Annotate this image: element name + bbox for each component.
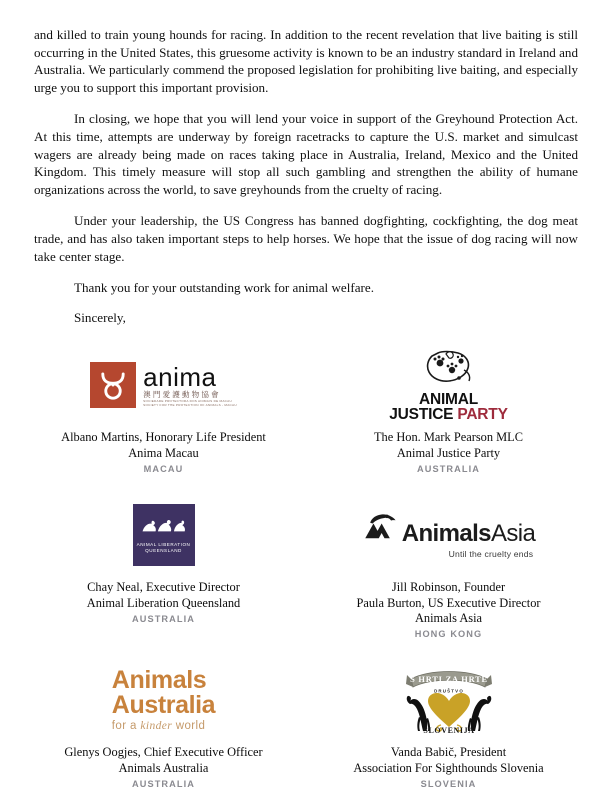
row-spacer (319, 645, 578, 661)
letter-body (34, 26, 578, 326)
anima-macau-logo (90, 362, 237, 408)
signatory-name: Jill Robinson, Founder (391, 580, 506, 595)
row-spacer (34, 480, 293, 496)
anima-bull-icon (90, 362, 136, 408)
ajp-line-justice-party (389, 407, 507, 422)
animals-asia-bear-icon (362, 511, 398, 546)
animals-australia-tagline (112, 720, 205, 732)
ajp-word-party: PARTY (457, 406, 508, 424)
sighthounds-slovenia-logo (401, 663, 497, 737)
signatory-country: AUSTRALIA (132, 613, 195, 624)
animal-liberation-queensland-logo (133, 504, 195, 566)
animals-asia-logo (362, 511, 535, 559)
signatory-org: Animal Justice Party (396, 445, 501, 460)
tagline-emphasis: kinder (140, 720, 173, 733)
signatory-org: Association For Sighthounds Slovenia (353, 760, 544, 775)
animals-australia-line-2: Australia (111, 691, 216, 720)
paragraph-thanks: Thank you for your outstanding work for animal welfare. (74, 280, 374, 296)
animals-asia-wordmark-row (362, 511, 535, 546)
tagline-post: world (172, 720, 206, 733)
signatory-country: MACAU (143, 464, 184, 475)
signature-grid (34, 346, 578, 795)
signatory-org: Animal Liberation Queensland (86, 595, 241, 610)
signatory-name: Glenys Oogjes, Chief Executive Officer (64, 745, 263, 760)
animals-asia-word-animals: Animals (401, 520, 491, 548)
signatory-country: HONG KONG (414, 629, 483, 640)
slovenia-banner-text: S HRTI ZA HRTE (409, 675, 488, 685)
signatory-org: Animals Australia (118, 760, 209, 775)
alq-animal-silhouettes-icon (141, 518, 187, 539)
ajp-word-justice: JUSTICE (389, 406, 454, 424)
logo-wrap (112, 661, 215, 739)
anima-subtitle-pt: SOCIEDADE PROTECTORA DOS ANIMAIS DE MACAU (143, 398, 232, 403)
signatory-block-animals-australia (34, 661, 293, 795)
row-spacer (34, 645, 293, 661)
row-spacer (319, 480, 578, 496)
paragraph-continuation: and killed to train young hounds for racing. In addition to the recent revelation that live baiting is still occurring in the United States, this gruesome activity is known to be an industry standard in Ireland and Australia. We particularly commend the proposed legislation for prohibiting live baiting, and especially urge you to support this important provision. (34, 27, 578, 95)
signatory-block-animals-asia (319, 496, 578, 645)
logo-wrap (133, 496, 195, 574)
signatory-name: Chay Neal, Executive Director (87, 580, 240, 595)
logo-wrap (389, 346, 507, 424)
animals-australia-logo (112, 668, 215, 732)
slovenia-bottom-text: SLOVENIJA (422, 726, 475, 736)
signatory-name: The Hon. Mark Pearson MLC (373, 430, 523, 445)
signoff: Sincerely, (74, 309, 126, 325)
logo-wrap (401, 661, 497, 739)
alq-line-1: ANIMAL LIBERATION (136, 542, 191, 548)
anima-chinese-name: 澳門愛護動物協會 (143, 389, 221, 399)
paragraph-closing: In closing, we hope that you will lend your voice in support of the Greyhound Protection Act. At this time, attempts are underway by foreign racetracks to capture the U.S. market and simulcast wagers are already being made on races taking place in Australia, Ireland, Mexico and the United Kingdom. This timely measure will stop all such gambling and strengthen the ability of humane organizations across the world, to save greyhounds from the cruelty of racing. (34, 111, 578, 197)
slovenia-drustvo-text: DRUŠTVO (433, 688, 464, 694)
animals-australia-line-1: Animals (111, 666, 207, 695)
signatory-lines (353, 745, 543, 776)
signatory-block-anima-macau (34, 346, 293, 480)
logo-wrap (90, 346, 237, 424)
signatory-block-animal-justice-party (319, 346, 578, 480)
signatory-lines (374, 430, 523, 461)
alq-caption (137, 542, 191, 554)
signatory-name: Albano Martins, Honorary Life President (61, 430, 266, 445)
signatory-lines (64, 745, 262, 776)
animal-justice-party-logo (389, 348, 507, 422)
australia-map-paws-icon (418, 348, 478, 391)
alq-line-2: QUEENSLAND (145, 548, 182, 554)
signatory-country: SLOVENIA (420, 779, 477, 790)
ajp-line-animal: ANIMAL (418, 391, 479, 409)
signatory-block-sighthounds-slovenia (319, 661, 578, 795)
signatory-lines (356, 580, 540, 626)
signatory-lines (87, 580, 240, 611)
anima-word: anima (143, 361, 217, 392)
anima-wordmark (143, 361, 237, 407)
signatory-name: Vanda Babič, President (390, 745, 507, 760)
signatory-block-animal-liberation-queensland (34, 496, 293, 645)
paragraph-leadership: Under your leadership, the US Congress has banned dogfighting, cockfighting, the dog meat trade, and has also taken important steps to help horses. We hope that the issue of dog racing will now take center stage. (34, 213, 578, 264)
signatory-name-secondary: Paula Burton, US Executive Director (356, 595, 541, 610)
anima-subtitle-en: SOCIETY FOR THE PROTECTION OF ANIMALS - MACAU (143, 402, 237, 407)
logo-wrap (362, 496, 535, 574)
signatory-country: AUSTRALIA (417, 464, 480, 475)
tagline-pre: for a (111, 720, 141, 733)
signatory-org: Anima Macau (128, 445, 199, 460)
signatory-lines (61, 430, 266, 461)
signatory-country: AUSTRALIA (132, 779, 195, 790)
animals-asia-tagline: Until the cruelty ends (448, 549, 534, 560)
signatory-org: Animals Asia (414, 610, 483, 625)
animals-asia-word-asia: Asia (490, 520, 536, 548)
